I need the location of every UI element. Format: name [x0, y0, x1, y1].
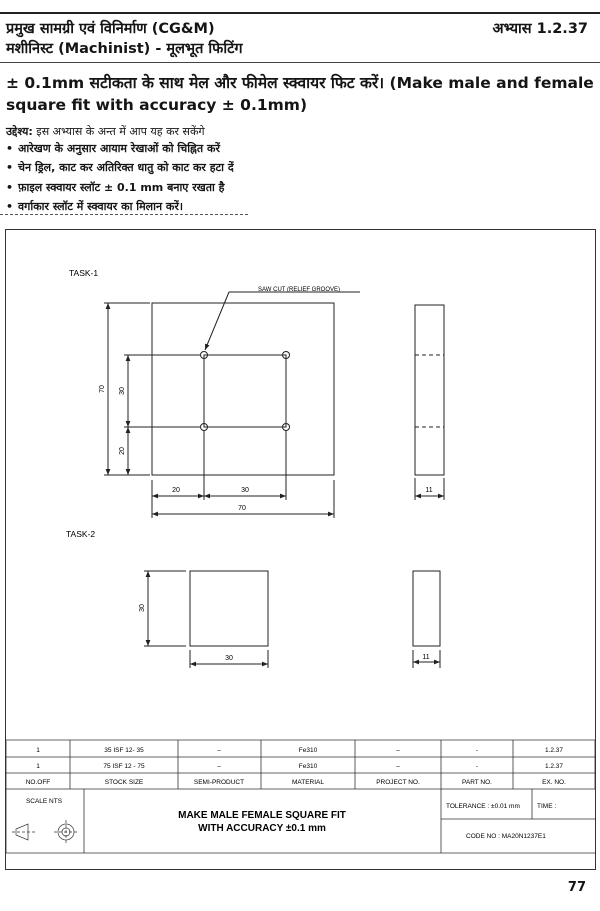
- bom-header-ex: EX. NO.: [542, 779, 566, 786]
- dim-square-width: 30: [225, 655, 233, 662]
- dim-left-width: 20: [172, 487, 180, 494]
- bom-header-project: PROJECT NO.: [376, 779, 420, 786]
- dim-slot-width: 30: [241, 487, 249, 494]
- bom-project: –: [396, 763, 400, 770]
- bullet-icon: •: [6, 181, 14, 194]
- dim-square-thickness: 11: [422, 654, 430, 661]
- bom-header-material: MATERIAL: [291, 779, 325, 786]
- dim-square-height: 30: [139, 604, 146, 612]
- bom-part: -: [475, 747, 479, 754]
- exercise-number: अभ्यास 1.2.37: [492, 21, 588, 37]
- bom-part: -: [475, 763, 479, 770]
- objective-text: आरेखण के अनुसार आयाम रेखाओं को चिह्नित करें: [18, 142, 220, 155]
- header-title-line1: प्रमुख सामग्री एवं विनिर्माण (CG&M): [6, 21, 215, 37]
- bom-header-stock: STOCK SIZE: [104, 779, 144, 786]
- bom-header-part: PART NO.: [462, 779, 492, 786]
- objectives-intro: इस अभ्यास के अन्त में आप यह कर सकेंगे: [32, 125, 205, 138]
- bom-qty: 1: [36, 763, 40, 770]
- bom-ex: 1.2.37: [544, 747, 564, 754]
- callout-leader: [205, 292, 229, 350]
- bullet-icon: •: [6, 142, 14, 155]
- bom-header-qty: NO.OFF: [25, 779, 51, 786]
- bullet-icon: •: [6, 161, 14, 174]
- square-slot-outline: [204, 355, 286, 427]
- bom-material: Fe310: [298, 747, 318, 754]
- dim-thickness: 11: [425, 487, 433, 494]
- bom-qty: 1: [36, 747, 40, 754]
- saw-cut-callout: SAW CUT (RELIEF GROOVE): [258, 287, 341, 293]
- bullet-icon: •: [6, 200, 14, 213]
- header-title-line2: मशीनिस्ट (Machinist) - मूलभूत फिटिंग: [6, 41, 243, 57]
- projection-symbol-icon: [12, 820, 78, 844]
- tolerance-label: TOLERANCE : ±0.01 mm: [446, 803, 520, 810]
- female-plate-outline: [152, 303, 334, 475]
- drawing-title-line1: MAKE MALE FEMALE SQUARE FIT: [178, 810, 346, 821]
- code-number: CODE NO : MA20N1237E1: [466, 833, 546, 840]
- objective-text: फ़ाइल स्क्वायर स्लॉट ± 0.1 mm बनाए रखता है: [18, 181, 225, 194]
- bom-project: –: [396, 747, 400, 754]
- bom-semi: –: [217, 747, 221, 754]
- task2-side-view: [413, 571, 440, 646]
- bom-material: Fe310: [298, 763, 318, 770]
- task2-label: TASK-2: [66, 529, 96, 539]
- dim-overall-height: 70: [99, 385, 106, 393]
- drawing-title-line2: WITH ACCURACY ±0.1 mm: [198, 823, 326, 834]
- bom-stock: 75 ISF 12 - 75: [103, 763, 145, 770]
- dim-bottom-height: 20: [119, 447, 126, 455]
- exercise-title: ± 0.1mm सटीकता के साथ मेल और फीमेल स्क्वायर फिट करें। (Make male and female square fit with accuracy ± 0.1mm): [6, 74, 594, 114]
- scale-label: SCALE NTS: [25, 798, 63, 805]
- objective-text: वर्गाकार स्लॉट में स्क्वायर का मिलान करें।: [18, 200, 184, 213]
- objective-text: चेन ड्रिल, काट कर अतिरिक्त धातु को काट कर हटा दें: [18, 161, 234, 174]
- dim-slot-height: 30: [119, 387, 126, 395]
- time-label: TIME :: [537, 803, 557, 810]
- bom-stock: 35 ISF 12- 35: [104, 747, 144, 754]
- dim-overall-width: 70: [238, 505, 246, 512]
- task1-side-view: [415, 305, 444, 475]
- bom-semi: –: [217, 763, 221, 770]
- task1-label: TASK-1: [69, 268, 99, 278]
- page-number: 77: [567, 880, 586, 895]
- bom-header-semi: SEMI-PRODUCT: [193, 779, 245, 786]
- bom-ex: 1.2.37: [544, 763, 564, 770]
- male-square-outline: [190, 571, 268, 646]
- objectives-label: उद्देश्य:: [6, 125, 33, 138]
